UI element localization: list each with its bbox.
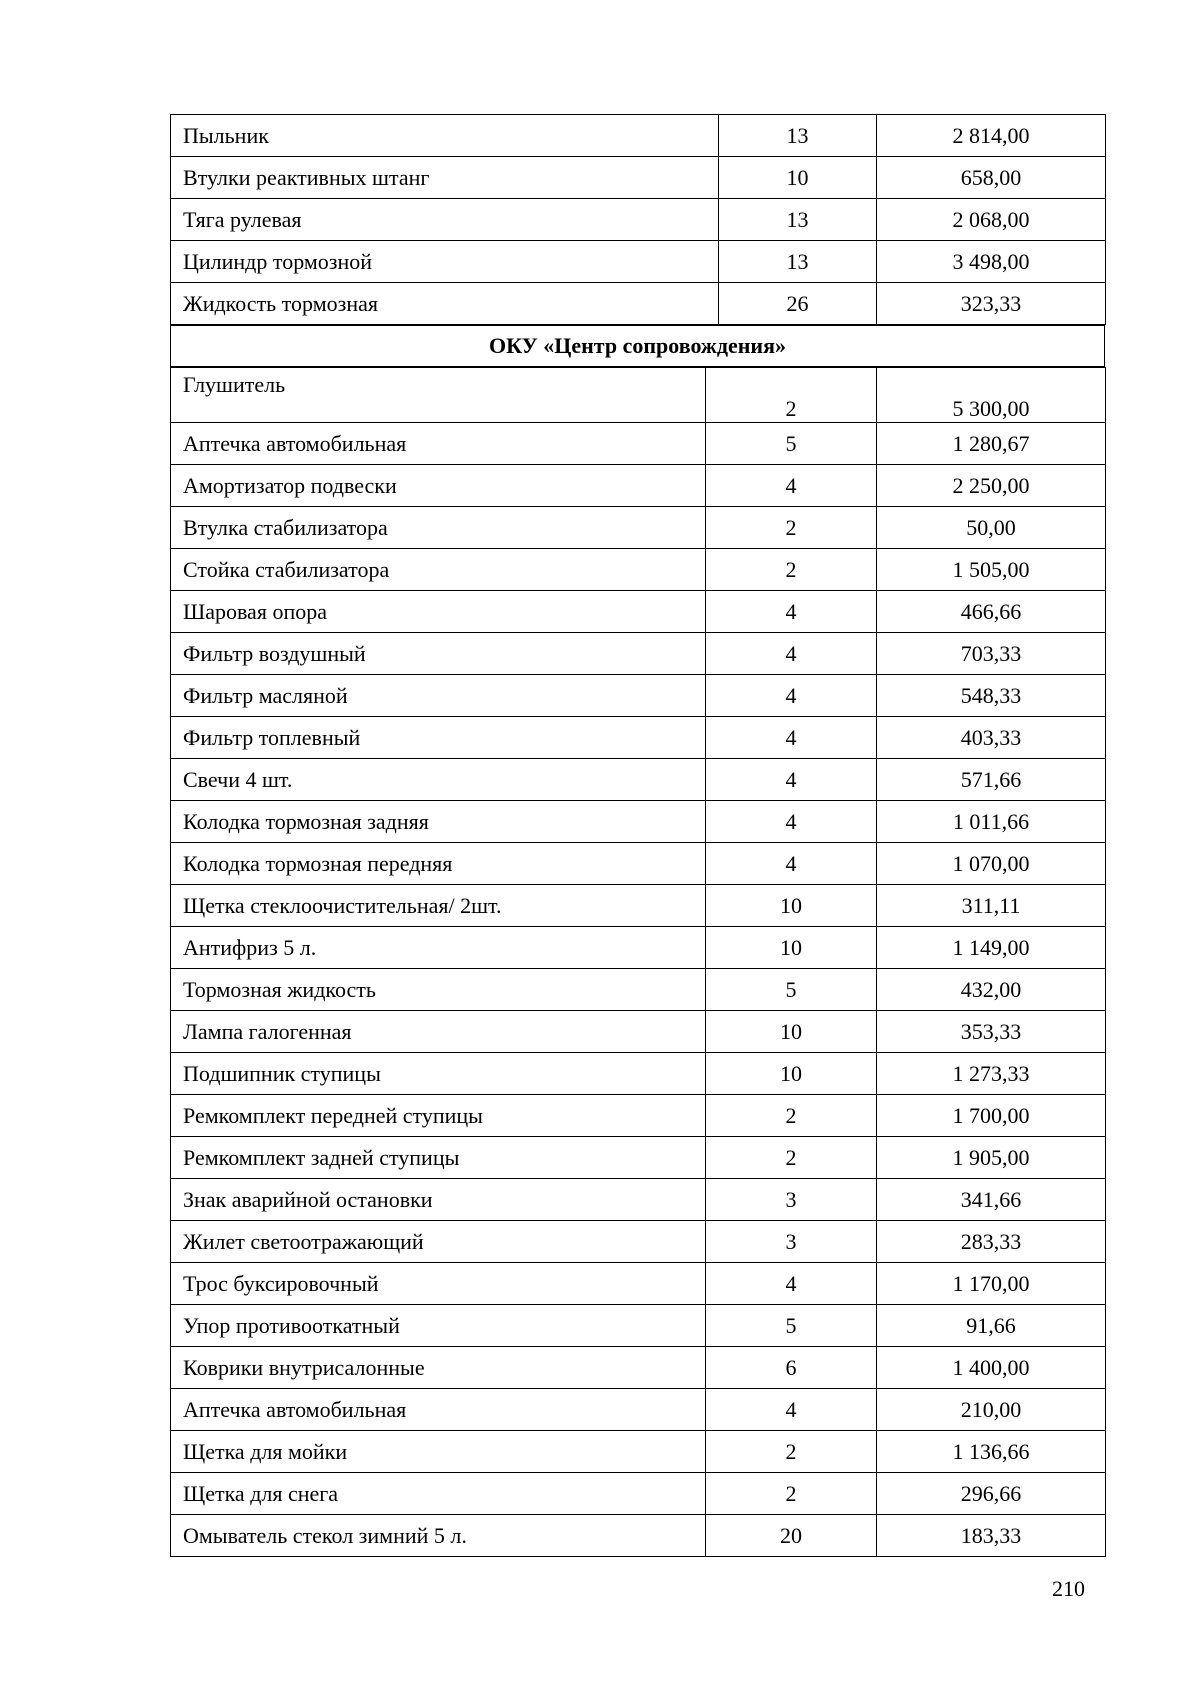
price-cell: 323,33	[877, 283, 1106, 325]
price-cell: 5 300,00	[877, 368, 1106, 423]
table-row	[171, 1179, 1106, 1221]
price-cell: 703,33	[877, 633, 1106, 675]
quantity-cell: 4	[706, 465, 877, 507]
item-name-cell: Лампа галогенная	[171, 1011, 706, 1053]
price-cell: 571,66	[877, 759, 1106, 801]
table-row	[171, 199, 1106, 241]
price-cell: 1 505,00	[877, 549, 1106, 591]
item-name-cell: Омыватель стекол зимний 5 л.	[171, 1515, 706, 1557]
price-cell: 1 273,33	[877, 1053, 1106, 1095]
item-name-cell: Фильтр воздушный	[171, 633, 706, 675]
document-sheet	[170, 114, 1105, 1557]
section-table	[170, 367, 1106, 1557]
price-cell: 296,66	[877, 1473, 1106, 1515]
table-row	[171, 801, 1106, 843]
item-name-cell: Аптечка автомобильная	[171, 423, 706, 465]
quantity-cell: 4	[706, 1389, 877, 1431]
table-row	[171, 507, 1106, 549]
table-row	[171, 1221, 1106, 1263]
price-cell: 91,66	[877, 1305, 1106, 1347]
price-cell: 548,33	[877, 675, 1106, 717]
quantity-cell: 4	[706, 591, 877, 633]
quantity-cell: 6	[706, 1347, 877, 1389]
table-row	[171, 885, 1106, 927]
price-cell: 1 136,66	[877, 1431, 1106, 1473]
price-cell: 311,11	[877, 885, 1106, 927]
price-cell: 283,33	[877, 1221, 1106, 1263]
table-row	[171, 717, 1106, 759]
price-cell: 353,33	[877, 1011, 1106, 1053]
item-name-cell: Жилет светоотражающий	[171, 1221, 706, 1263]
table-row	[171, 1515, 1106, 1557]
item-name-cell: Антифриз 5 л.	[171, 927, 706, 969]
price-cell: 1 905,00	[877, 1137, 1106, 1179]
table-row	[171, 759, 1106, 801]
table-row	[171, 633, 1106, 675]
table-row	[171, 1137, 1106, 1179]
quantity-cell: 2	[706, 1431, 877, 1473]
item-name-cell: Упор противооткатный	[171, 1305, 706, 1347]
table-row	[171, 675, 1106, 717]
quantity-cell: 10	[706, 885, 877, 927]
quantity-cell: 4	[706, 759, 877, 801]
table-row	[171, 1305, 1106, 1347]
quantity-cell: 13	[719, 115, 877, 157]
quantity-cell: 5	[706, 423, 877, 465]
item-name-cell: Фильтр масляной	[171, 675, 706, 717]
quantity-cell: 4	[706, 843, 877, 885]
quantity-cell: 26	[719, 283, 877, 325]
item-name-cell: Втулки реактивных штанг	[171, 157, 719, 199]
price-cell: 1 011,66	[877, 801, 1106, 843]
top-table-body	[171, 115, 1106, 325]
item-name-cell: Щетка стеклоочистительная/ 2шт.	[171, 885, 706, 927]
item-name-cell: Пыльник	[171, 115, 719, 157]
quantity-cell: 4	[706, 633, 877, 675]
table-row	[171, 549, 1106, 591]
price-cell: 1 400,00	[877, 1347, 1106, 1389]
item-name-cell: Колодка тормозная задняя	[171, 801, 706, 843]
item-name-cell: Амортизатор подвески	[171, 465, 706, 507]
table-row	[171, 368, 1106, 423]
item-name-cell: Колодка тормозная передняя	[171, 843, 706, 885]
quantity-cell: 2	[706, 1473, 877, 1515]
table-row	[171, 969, 1106, 1011]
table-row	[171, 241, 1106, 283]
table-row	[171, 1053, 1106, 1095]
price-cell: 1 070,00	[877, 843, 1106, 885]
table-row	[171, 1473, 1106, 1515]
quantity-cell: 2	[706, 507, 877, 549]
item-name-cell: Аптечка автомобильная	[171, 1389, 706, 1431]
table-row	[171, 157, 1106, 199]
quantity-cell: 4	[706, 801, 877, 843]
item-name-cell: Свечи 4 шт.	[171, 759, 706, 801]
item-name-cell: Ремкомплект задней ступицы	[171, 1137, 706, 1179]
price-cell: 432,00	[877, 969, 1106, 1011]
table-row	[171, 843, 1106, 885]
item-name-cell: Знак аварийной остановки	[171, 1179, 706, 1221]
quantity-cell: 4	[706, 675, 877, 717]
table-row	[171, 1011, 1106, 1053]
item-name-cell: Ремкомплект передней ступицы	[171, 1095, 706, 1137]
table-row	[171, 1431, 1106, 1473]
item-name-cell: Тяга рулевая	[171, 199, 719, 241]
quantity-cell: 4	[706, 717, 877, 759]
price-cell: 2 250,00	[877, 465, 1106, 507]
item-name-cell: Подшипник ступицы	[171, 1053, 706, 1095]
price-cell: 183,33	[877, 1515, 1106, 1557]
price-cell: 50,00	[877, 507, 1106, 549]
quantity-cell: 10	[719, 157, 877, 199]
price-cell: 3 498,00	[877, 241, 1106, 283]
table-row	[171, 1095, 1106, 1137]
quantity-cell: 13	[719, 241, 877, 283]
quantity-cell: 5	[706, 1305, 877, 1347]
price-cell: 2 068,00	[877, 199, 1106, 241]
price-cell: 466,66	[877, 591, 1106, 633]
price-cell: 1 280,67	[877, 423, 1106, 465]
price-cell: 403,33	[877, 717, 1106, 759]
quantity-cell: 2	[706, 1137, 877, 1179]
item-name-cell: Втулка стабилизатора	[171, 507, 706, 549]
quantity-cell: 2	[706, 1095, 877, 1137]
item-name-cell: Глушитель	[171, 368, 706, 423]
table-row	[171, 423, 1106, 465]
table-row	[171, 1347, 1106, 1389]
quantity-cell: 2	[706, 368, 877, 423]
section-heading-row	[171, 326, 1105, 367]
table-row	[171, 115, 1106, 157]
price-cell: 1 700,00	[877, 1095, 1106, 1137]
quantity-cell: 10	[706, 927, 877, 969]
table-row	[171, 283, 1106, 325]
quantity-cell: 10	[706, 1053, 877, 1095]
quantity-cell: 13	[719, 199, 877, 241]
item-name-cell: Щетка для снега	[171, 1473, 706, 1515]
table-row	[171, 1389, 1106, 1431]
quantity-cell: 3	[706, 1179, 877, 1221]
page-number: 210	[1052, 1576, 1085, 1601]
price-cell: 658,00	[877, 157, 1106, 199]
item-name-cell: Стойка стабилизатора	[171, 549, 706, 591]
table-row	[171, 591, 1106, 633]
price-cell: 210,00	[877, 1389, 1106, 1431]
item-name-cell: Фильтр топлевный	[171, 717, 706, 759]
item-name-cell: Щетка для мойки	[171, 1431, 706, 1473]
price-cell: 1 149,00	[877, 927, 1106, 969]
item-name-cell: Цилиндр тормозной	[171, 241, 719, 283]
section-heading: ОКУ «Центр сопровождения»	[171, 326, 1105, 367]
table-row	[171, 927, 1106, 969]
item-name-cell: Тормозная жидкость	[171, 969, 706, 1011]
price-cell: 1 170,00	[877, 1263, 1106, 1305]
item-name-cell: Шаровая опора	[171, 591, 706, 633]
item-name-cell: Жидкость тормозная	[171, 283, 719, 325]
quantity-cell: 5	[706, 969, 877, 1011]
price-cell: 2 814,00	[877, 115, 1106, 157]
table-row	[171, 465, 1106, 507]
table-row	[171, 1263, 1106, 1305]
price-cell: 341,66	[877, 1179, 1106, 1221]
quantity-cell: 3	[706, 1221, 877, 1263]
quantity-cell: 4	[706, 1263, 877, 1305]
item-name-cell: Коврики внутрисалонные	[171, 1347, 706, 1389]
quantity-cell: 20	[706, 1515, 877, 1557]
section-heading-table	[170, 325, 1105, 367]
quantity-cell: 10	[706, 1011, 877, 1053]
item-name-cell: Трос буксировочный	[171, 1263, 706, 1305]
section-table-body	[171, 368, 1106, 1557]
top-table	[170, 114, 1106, 325]
quantity-cell: 2	[706, 549, 877, 591]
